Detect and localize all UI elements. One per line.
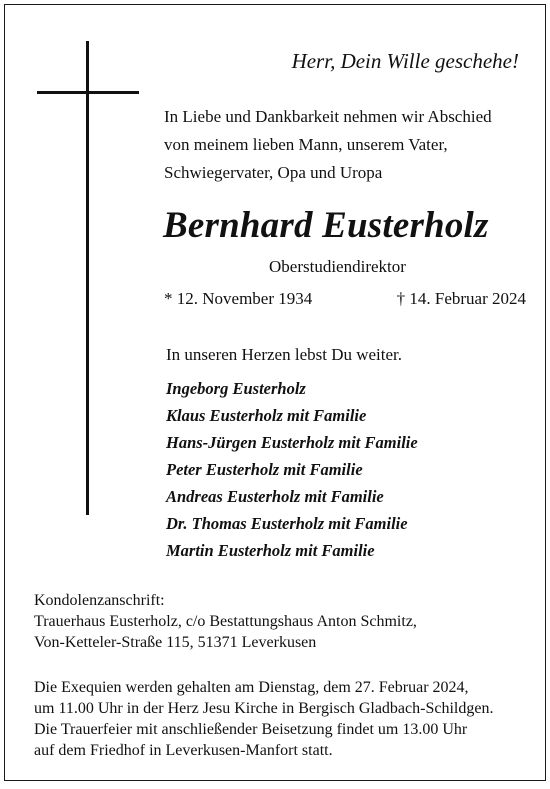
deceased-name: Bernhard Eusterholz: [163, 205, 489, 246]
address-line: Trauerhaus Eusterholz, c/o Bestattungshaus Anton Schmitz,: [34, 613, 417, 630]
cross-horizontal-bar: [37, 91, 139, 94]
obituary-notice: [4, 4, 546, 781]
mourner-item: Dr. Thomas Eusterholz mit Familie: [166, 514, 408, 533]
service-line: Die Trauerfeier mit anschließender Beisetzung findet um 13.00 Uhr: [34, 721, 468, 738]
mourner-item: Peter Eusterholz mit Familie: [166, 460, 363, 479]
mourner-item: Klaus Eusterholz mit Familie: [166, 406, 367, 425]
mourners-list: [166, 375, 418, 564]
service-line: auf dem Friedhof in Leverkusen-Manfort statt.: [34, 742, 333, 759]
mourner-item: Hans-Jürgen Eusterholz mit Familie: [166, 433, 418, 452]
intro-line: Schwiegervater, Opa und Uropa: [164, 163, 383, 182]
death-date: † 14. Februar 2024: [396, 289, 526, 308]
address-line: Kondolenzanschrift:: [34, 592, 165, 609]
cross-vertical-bar: [86, 41, 89, 515]
mourner-item: Martin Eusterholz mit Familie: [166, 541, 375, 560]
birth-date: * 12. November 1934: [164, 289, 313, 308]
motto: Herr, Dein Wille geschehe!: [291, 49, 519, 73]
intro-line: von meinem lieben Mann, unserem Vater,: [164, 135, 448, 154]
mourner-item: Ingeborg Eusterholz: [166, 379, 306, 398]
address-line: Von-Ketteler-Straße 115, 51371 Leverkusen: [34, 634, 317, 651]
service-info: [34, 677, 493, 761]
intro-line: In Liebe und Dankbarkeit nehmen wir Abschied: [164, 107, 492, 126]
service-line: Die Exequien werden gehalten am Dienstag, dem 27. Februar 2024,: [34, 679, 469, 696]
memorial-verse: In unseren Herzen lebst Du weiter.: [166, 345, 403, 364]
intro-text: [164, 103, 492, 187]
deceased-title: Oberstudiendirektor: [269, 257, 406, 276]
condolence-address: [34, 590, 417, 653]
service-line: um 11.00 Uhr in der Herz Jesu Kirche in Bergisch Gladbach-Schildgen.: [34, 700, 494, 717]
mourner-item: Andreas Eusterholz mit Familie: [166, 487, 384, 506]
